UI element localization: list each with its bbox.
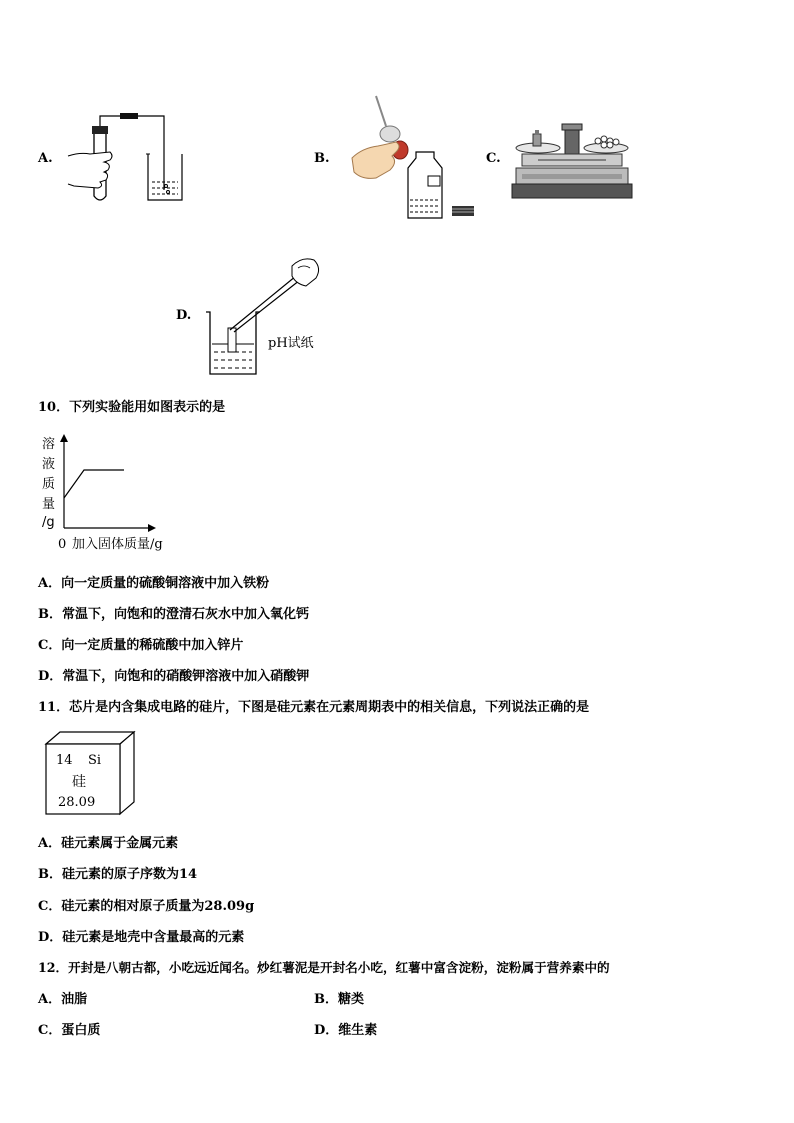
- origin-label: 0: [58, 537, 67, 552]
- q9-option-d-label: D.: [176, 308, 192, 323]
- y-axis-char: 质: [42, 477, 56, 492]
- q11-option-d[interactable]: D．硅元素是地壳中含量最高的元素: [38, 930, 245, 945]
- element-name: 硅: [72, 774, 86, 790]
- q10-option-c[interactable]: C．向一定质量的稀硫酸中加入锌片: [38, 638, 244, 653]
- element-symbol: Si: [88, 753, 102, 768]
- silicon-element-card: [42, 728, 138, 818]
- q11-option-c[interactable]: C．硅元素的相对原子质量为28.09g: [38, 899, 255, 914]
- ph-paper-label: pH试纸: [268, 336, 314, 351]
- q10-stem: 10．下列实验能用如图表示的是: [38, 400, 226, 415]
- q11-option-b[interactable]: B．硅元素的原子序数为14: [38, 867, 198, 882]
- y-axis-char: /g: [42, 515, 55, 530]
- q11-option-a[interactable]: A．硅元素属于金属元素: [38, 836, 179, 851]
- atomic-mass: 28.09: [58, 795, 96, 810]
- q9-option-a-label: A.: [38, 151, 53, 166]
- y-axis-char: 液: [42, 457, 56, 472]
- y-axis-char: 溶: [42, 437, 56, 452]
- q9-figure-d-ph-test: [200, 250, 326, 380]
- q12-option-d[interactable]: D．维生素: [314, 1023, 378, 1038]
- q10-graph: [38, 432, 188, 554]
- q9-option-b-label: B.: [314, 151, 330, 166]
- q10-option-a[interactable]: A．向一定质量的硫酸铜溶液中加入铁粉: [38, 576, 270, 591]
- atomic-number: 14: [56, 753, 73, 768]
- q10-option-b[interactable]: B．常温下，向饱和的澄清石灰水中加入氧化钙: [38, 607, 310, 622]
- q9-figure-b-dropper: [346, 92, 480, 224]
- q12-option-c[interactable]: C．蛋白质: [38, 1023, 101, 1038]
- y-axis-char: 量: [42, 497, 56, 512]
- x-axis-label: 加入固体质量/g: [72, 537, 163, 552]
- q11-stem: 11．芯片是内含集成电路的硅片，下图是硅元素在元素周期表中的相关信息，下列说法正确的是: [38, 700, 590, 715]
- q9-figure-a-airtightness-check: [60, 108, 200, 208]
- q9-option-c-label: C.: [486, 151, 501, 166]
- q12-stem: 12．开封是八朝古都，小吃远近闻名。炒红薯泥是开封名小吃，红薯中富含淀粉，淀粉属于营养素中的: [38, 960, 610, 975]
- q9-figure-c-balance: [508, 122, 638, 204]
- mass-curve: [64, 470, 124, 498]
- q12-option-a[interactable]: A．油脂: [38, 992, 88, 1007]
- q10-option-d[interactable]: D．常温下，向饱和的硝酸钾溶液中加入硝酸钾: [38, 669, 310, 684]
- q12-option-b[interactable]: B．糖类: [314, 992, 365, 1007]
